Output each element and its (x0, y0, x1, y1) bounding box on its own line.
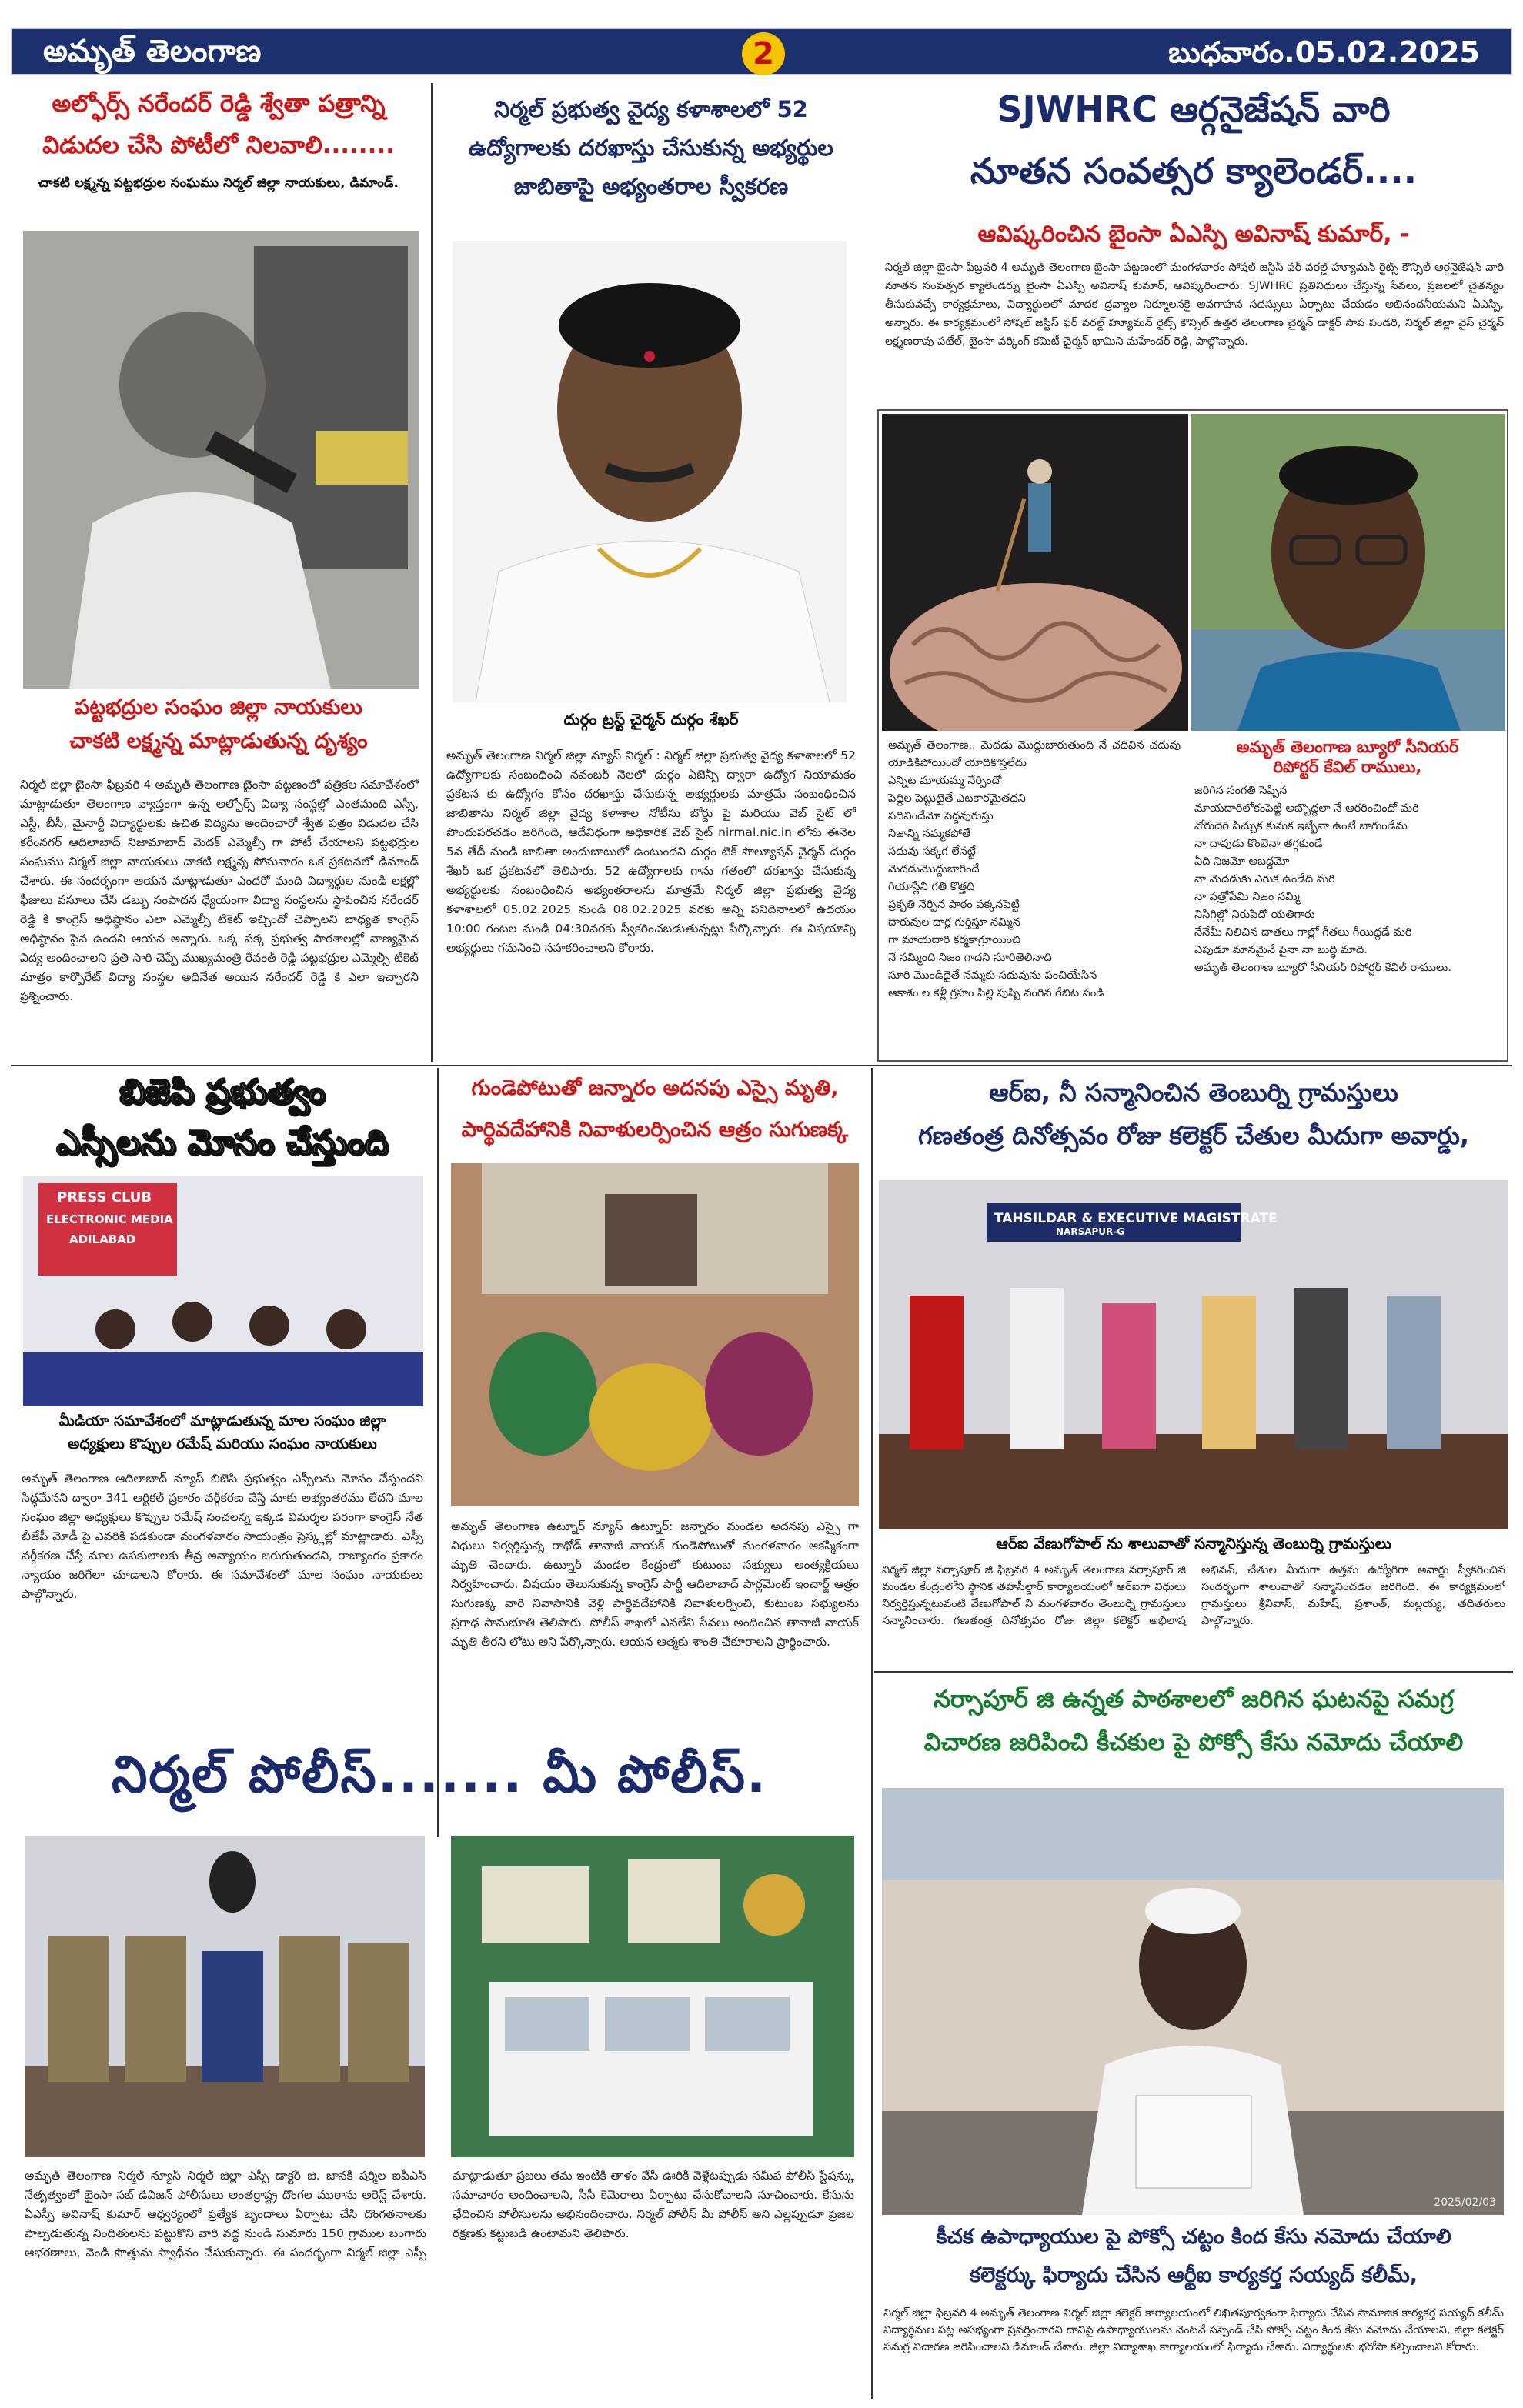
story-headline: విచారణ జరిపించి కీచకుల పై పోక్సో కేసు నమోదు చేయాలి (923, 1729, 1464, 1756)
story-body: నిర్మల్ జిల్లా నర్సాపూర్ జి ఫిబ్రవరి 4 అమృత్ తెలంగాణ నర్సాపూర్ జి మండల కేంద్రంలోని స్థానిక తహసీల్దార్ కార్యాలయంలో ఆర్ఐగా విధులు నిర్వర్తిస్తున్నటువంటి వేణుగోపాల్ ని మంగళవారం తెంబుర్ని గ్రామస్తులు సన్మానించారు. గణతంత్ర దినోత్సవం రోజు జిల్లా కలెక్టర్ అభిలాష అభినవ్, చేతుల మీదుగా ఉత్తమ ఉద్యోగిగా అవార్డు స్వీకరించిన సందర్భంగా శాలువాతో సన్మానించడం జరిగింది. ఈ కార్యక్రమంలో గ్రామస్తులు శ్రీనివాస్, మహేష్, ప్రశాంత్, మల్లయ్య, తదితరులు పాల్గొన్నారు. (882, 1564, 1505, 1627)
poem-byline: అమృత్ తెలంగాణ బ్యూరో సీనియర్ (1236, 738, 1459, 756)
story-sjwhrc-calendar (874, 83, 1513, 414)
column-divider (431, 83, 433, 1062)
poem-line: సూరి మొండిదైతే నమ్మకు సదువును పంచియేసిన (888, 969, 1097, 982)
story-body: నిర్మల్ జిల్లా ఫిబ్రవరి 4 అమృత్ తెలంగాణ నిర్మల్ జిల్లా కలెక్టర్ కార్యాలయంలో లిఖితపూర్వకంగా ఫిర్యాదు చేసిన సామాజిక కార్యకర్త సయ్యద్ కలీమ్ విద్యార్థినుల పట్ల అసభ్యంగా ప్రవర్తించారని దానిపై ఉపాధ్యాయులను వెంటనే సస్పెండ్ చేసి పోక్సో చట్టం కింద కేసు నమోదు చేయాలని, జిల్లా కలెక్టర్ సమగ్ర విచారణ జరిపించాలని డిమాండ్ చేశారు. జిల్లా విద్యాశాఖ కార్యాలయంలో ఫిర్యాదు చేశారు. విద్యార్థులకు భరోసా కల్పించాలని కోరారు. (883, 2307, 1504, 2353)
story-subhead: ఆవిష్కరించిన బైంసా ఏఎస్పి అవినాష్ కుమార్, - (977, 221, 1410, 248)
story-body: అమృత్ తెలంగాణ నిర్మల్ జిల్లా న్యూస్ నిర్మల్ : నిర్మల్ జిల్లా ప్రభుత్వ వైద్య కళాశాలలో 52 ఉద్యోగాలకు సంబంధించి నవంబర్ నెలలో దుర్గం ఏజెన్సీ ద్వారా ఉద్యోగ నియామకం ప్రకటన కు ఉద్యోగం కోసం దరఖాస్తు చేసుకున్న అభ్యర్థులకు మాత్రమే సంబంధించిన జాబితాను నిర్మల్ జిల్లా వైద్య కళాశాల నోటీసు బోర్డు పై మరియు వెబ్ సైట్ లో పొందుపరచడం జరిగింది, ఆదేవిధంగా అధికారిక వెబ్ సైట్ nirmal.nic.in లోను ఈనెల 5వ తేదీ నుండి జాబితా అందుబాటులో ఉంటుందని దుర్గం టెక్ సొల్యూషన్ చైర్మన్ దుర్గం శేఖర్ ఒక ప్రకటనలో తెలిపారు. 52 ఉద్యోగాలకు గాను గతంలో దరఖాస్తు చేసుకున్న అభ్యర్థులకు సంబంధించిన అభ్యంతరాలను మాత్రమే నిర్మల్ జిల్లా ప్రభుత్వ వైద్య కళాశాలలో 05.02.2025 నుండి 08.02.2025 వరకు అన్ని పనిదినాలలో ఉదయం 10:00 గంటల నుండి 04:30వరకు స్వీకరించబడుతున్నట్లు పేర్కొన్నారు. ఈ విషయాన్ని అభ్యర్థులు గమనించి సహకరించాలని కోరారు. (446, 749, 856, 955)
story-body: నిర్మల్ జిల్లా బైంసా ఫిబ్రవరి 4 అమృత్ తెలంగాణ బైంసా పట్టణంలో మంగళవారం సోషల్ జస్టిస్ ఫర్ వరల్డ్ హ్యూమన్ రైట్స్ కౌన్సిల్ ఆర్గనైజేషన్ వారి నూతన సంవత్సర క్యాలెండర్ను బైంసా ఏఎస్పి అవినాష్ కుమార్, ఆవిష్కరించారు. SJWHRC ప్రతినిధులు చేస్తున్న సేవలు, ప్రజలలో చైతన్యం తీసుకువచ్చే కార్యక్రమాలు, విద్యార్థులలో మాదక ద్రవ్యాల నిర్మూలనకై అవగాహన సదస్సులు ఏర్పాటు చేయడం అభినందనీయమని ఏఎస్పి, అన్నారు. ఈ కార్యక్రమంలో సోషల్ జస్టిస్ ఫర్ వరల్డ్ హ్యూమన్ రైట్స్ కౌన్సిల్ ఉత్తర తెలంగాణ చైర్మన్ డాక్టర్ సాప పండరి, నిర్మల్ జిల్లా వైస్ చైర్మన్ లక్ష్మణరావు పటేల్, బైంసా వర్కింగ్ కమిటీ చైర్మన్ భామిని మహేందర్ రెడ్డి, పాల్గొన్నారు. (885, 262, 1504, 348)
banner-text: ELECTRONIC MEDIA (46, 1212, 173, 1226)
story-headline: జాబితాపై అభ్యంతరాల స్వీకరణ (513, 173, 789, 199)
poem-line: గియాస్లేని గతి కొత్తది (888, 881, 975, 893)
story-headline: బిజెపి ప్రభుత్వం (119, 1072, 326, 1112)
photo-caption: కీచక ఉపాధ్యాయుల పై పోక్సో చట్టం కింద కేసు నమోదు చేయాలి (936, 2225, 1451, 2249)
poem-line: దారువుల దార్ల గుర్తిస్తూ నమ్మిన (888, 916, 1020, 929)
issue-date: బుధవారం.05.02.2025 (1168, 35, 1480, 69)
story-body: అమృత్ తెలంగాణ ఉట్నూర్ న్యూస్ ఉట్నూర్: జన్నారం మండల అదనపు ఎస్సై గా విధులు నిర్వర్తిస్తున్న రాథోడ్ తానాజీ నాయక్ గుండెపోటుతో మంగళవారం ఆకస్మికంగా మృతి చెందారు. ఉట్నూర్ మండల కేంద్రంలో కుటుంబ సభ్యులు అంత్యక్రియలు నిర్వహించారు. విషయం తెలుసుకున్న కాంగ్రెస్ పార్టీ ఆదిలాబాద్ పార్లమెంట్ ఇంచార్జ్ ఆత్రం సుగుణక్క వారి నివాసానికి వెళ్లి పార్థివదేహానికి నివాళులర్పించి, కుటుంబ సభ్యులను ప్రగాఢ సానుభూతి తెలిపారు. పోలీస్ శాఖలో ఎనలేని సేవలు అందించిన తానాజీ నాయక్ మృతి తీరని లోటు అని పేర్కొన్నారు. ఆయన ఆత్మకు శాంతి చేకూరాలని ప్రార్థించారు. (451, 1519, 859, 1649)
police-press-photo (25, 1836, 425, 2157)
story-bjp-sc (11, 1068, 434, 1837)
row-divider (11, 1065, 1512, 1066)
poem-line: మెదడుమొద్దుబారిందే (888, 863, 980, 875)
story-headline: విడుదల చేసి పోటీలో నిలవాలి........ (42, 132, 395, 159)
photo-caption: పట్టభద్రుల సంఘం జిల్లా నాయకులు (75, 695, 362, 719)
masthead (11, 28, 1512, 75)
poem-line: మాయదారిలోకంపెట్టి అబ్బొద్దలా నే ఆరరించిందో మరి (1194, 802, 1419, 815)
photo-caption: మీడియా సమావేశంలో మాట్లాడుతున్న మాల సంఘం జిల్లా (58, 1412, 386, 1429)
photo-caption: కలెక్టర్కు ఫిర్యాదు చేసిన ఆర్టీఐ కార్యకర్త సయ్యద్ కలీమ్, (969, 2263, 1418, 2287)
press-meet-photo (23, 1176, 423, 1406)
story-headline: నర్సాపూర్ జి ఉన్నత పాఠశాలలో జరిగిన ఘటనపై సమగ్ర (934, 1686, 1454, 1713)
banner-text: PRESS CLUB (57, 1189, 152, 1206)
portrait-photo (453, 241, 847, 702)
poem-line: నా పత్రోపేమి నిజం నమ్మి (1194, 890, 1300, 903)
mourning-photo (451, 1163, 859, 1506)
poem-line: జరిగిన సంగతి సెప్పిన (1194, 784, 1288, 797)
story-headline: పార్థివదేహానికి నివాళులర్పించిన ఆత్రం సుగుణక్క (461, 1118, 849, 1142)
reporter-photo (1191, 414, 1505, 731)
poem-line: నేనేమీ నిలిచిన దాతలు గాల్లో గీతలు గీయిద్దడే మరి (1194, 926, 1412, 939)
story-medical-college (436, 83, 867, 1076)
newspaper-title: అమృత్ తెలంగాణ (43, 34, 262, 69)
photo-timestamp: 2025/02/03 (1434, 2196, 1496, 2209)
story-headline: SJWHRC ఆర్గనైజేషన్ వారి (997, 88, 1391, 130)
story-headline: గుండెపోటుతో జన్నారం అదనపు ఎస్సై మృతి, (471, 1076, 839, 1100)
poem-line: గా మాయదారి కర్మకాగ్రూయించి (888, 934, 1021, 946)
poem-right-column (1194, 737, 1501, 977)
story-body: అమృత్ తెలంగాణ ఆదిలాబాద్ న్యూస్ బిజెపి ప్రభుత్వం ఎస్సీలను మోసం చేస్తుందని సిద్ధమేనని ద్వారా 341 ఆర్టికల్ ప్రకారం వర్గీకరణ చేస్తే మాకు అభ్యంతరము లేదని మాల సంఘం జిల్లా అధ్యక్షులు కొప్పుల రమేష్ సంచలన్న ఇక్కడ విమర్శల పరంగా కాంగ్రెస్ నేత బీజేపీ మోడీ పై ఎవరికి పడకుండా మంగళవారం సాయంత్రం ప్రెస్క్లబ్లో మాట్లాడారు. ఎస్సీ వర్గీకరణ చేస్తే మాల ఉపకులాలకు తీవ్ర అన్యాయం జరుగుతుందని, రాజ్యాంగం ప్రకారం న్యాయం జరిగేలా చూడాలని కోరారు. ఈ సమావేశంలో మాల సంఘం నాయకులు పాల్గొన్నారు. (22, 1472, 423, 1601)
poem-line: ఆకాశం ల కెళ్లీ గ్రహం పిల్లి పుష్పి వంగిన రేబిట సండి (888, 987, 1104, 999)
story-headline: ఉద్యోగాలకు దరఖాస్తు చేసుకున్న అభ్యర్థుల (469, 135, 833, 161)
story-body: నిర్మల్ జిల్లా బైంసా ఫిబ్రవరి 4 అమృత్ తెలంగాణ బైంసా పట్టణంలో పత్రికల సమావేశంలో మాట్లాడుతూ తెలంగాణ వ్యాప్తంగా ఉన్న అల్ఫోర్స్ విద్యా సంస్థల్లో ఎంతమంది ఎస్సీ, ఎస్టీ, బీసీ, మైనార్టీ విద్యార్థులకు ఉచిత విద్యను అందించారో శ్వేత పత్రం విడుదల చేసి కరీంనగర్ ఆదిలాబాద్ నిజామాబాద్ మెదక్ ఎమ్మెల్సీ గా పోటీ చేయాలని పట్టభద్రుల సంఘము నిర్మల్ జిల్లా నాయకులు చాకటి లక్ష్మన్న సోమవారం ఒక ప్రకటనలో డిమాండ్ చేశారు. ఈ సందర్భంగా ఆయన మాట్లాడుతూ ఎందరో మంది విద్యార్థుల నుండి లక్షల్లో ఫీజులు వసూలు చేసి డబ్బు సంపాదన ధ్యేయంగా విద్యా సంస్థలను స్థాపించిన నరేందర్ రెడ్డి కి కాంగ్రెస్ అధిష్ఠానం ఎలా ఎమ్మెల్సీ టికెట్ ఇచ్చిందో చెప్పాలని బాధ్యత కాంగ్రెస్ అధిష్ఠానం పైన ఉందని ఆయన అన్నారు. ఒక్క పక్క ప్రభుత్వ పాఠశాలల్లో నాణ్యమైన విద్య అందించాలని ప్రతి సారి చెప్పే ముఖ్యమంత్రి రేవంత్ రెడ్డి పట్టభద్రుల ఎమ్మెల్సీ టికెట్ మాత్రం కార్పొరేట్ విద్యా సంస్థల అధినేత అయిన నరేందర్ రెడ్డి కి ఎలా ఇచ్చారని ప్రశ్నించారు. (20, 778, 419, 1003)
story-body: అమృత్ తెలంగాణ నిర్మల్ న్యూస్ నిర్మల్ జిల్లా ఎస్పీ డాక్టర్ జి. జానకి షర్మిల ఐపీఎస్ నేతృత్వంలో బైంసా సబ్ డివిజన్ పోలీసులు అంతర్రాష్ట్ర దొంగల ముఠాను అరెస్ట్ చేశారు. ఏఎస్పీ అవినాష్ కుమార్ ఆధ్వర్యంలో ప్రత్యేక బృందాలు ఏర్పాటు చేసి దొంగతనాలకు పాల్పడుతున్న నిందితులను పట్టుకొని వారి వద్ద నుండి సుమారు 150 గ్రాముల బంగారు ఆభరణాలు, వెండి సొత్తును స్వాధీనం చేసుకున్నారు. ఈ సందర్భంగా నిర్మల్ జిల్లా ఎస్పీ మాట్లాడుతూ ప్రజలు తమ ఇంటికి తాళం వేసి ఊరికి వెళ్లేటప్పుడు సమీప పోలీస్ స్టేషన్కు సమాచారం అందించాలని, సీసీ కెమెరాలు ఏర్పాటు చేసుకోవాలని సూచించారు. కేసును ఛేదించిన పోలీసులను అభినందించారు. నిర్మల్ పోలీస్ మీ పోలీస్ అని ఎల్లప్పుడూ ప్రజల రక్షణకు కట్టుబడి ఉంటామని తెలిపారు. (25, 2169, 854, 2260)
poem-line: నా దావుడు కొంబెనా తగ్గకుండే (1194, 837, 1323, 850)
poem-byline-end: అమృత్ తెలంగాణ బ్యూరో సీనియర్ రిపోర్టర్ కేవిల్ రాములు. (1194, 961, 1451, 974)
poem-line: ప్రకృతి నేర్పిన పాఠం పక్కనపెట్టి (888, 899, 1020, 911)
poem-line: నిజాన్ని నమ్మకపోతే (888, 828, 971, 840)
story-headline: నిర్మల్ పోలీస్....... మీ పోలీస్. (111, 1745, 768, 1804)
poem-line: నోరుదెరి పిచ్చుక కునుక ఇబ్బేనా ఉంటే బాగుండేమ (1194, 819, 1408, 832)
poem-line: పెద్దిల పెట్టుటైతే ఎటకారమైతదని (888, 792, 1026, 805)
story-si-death (440, 1068, 870, 1837)
poem-intro: అమృత్ తెలంగాణ.. మెదడు మొద్దుబారుతుంది నే చదివిన చదువు యాడికిపోయిందో యాదికొస్తలేదు (888, 739, 1181, 769)
story-headline: గణతంత్ర దినోత్సవం రోజు కలెక్టర్ చేతుల మీదుగా అవార్డు, (917, 1121, 1470, 1150)
felicitation-photo (879, 1180, 1508, 1529)
poem-line: సదివిందేమో సెద్దవురుస్తు (888, 810, 994, 822)
story-nirmal-police (11, 1736, 868, 2402)
story-headline: నూతన సంవత్సర క్యాలెండర్.... (970, 150, 1418, 192)
poem-left-column (888, 737, 1181, 1002)
brain-illustration (882, 414, 1188, 731)
poem-line: సదువు సక్కగ లేనట్టే (888, 845, 976, 858)
story-headline: అల్ఫోర్స్ నరేందర్ రెడ్డి శ్వేతా పత్రాన్ని (52, 90, 386, 118)
story-headline: ఆర్ఐ, నీ సన్మానించిన తెంబుర్ని గ్రామస్తులు (989, 1078, 1398, 1107)
banner-text: ADILABAD (69, 1232, 136, 1246)
column-divider (871, 1068, 873, 2399)
poem-line: నా మెదడుకు ఎరుక ఉండేది మరి (1194, 872, 1335, 885)
poem-line: ఏది నిజమో అబద్దమో (1194, 855, 1290, 868)
story-headline: ఎస్సీలను మోసం చేస్తుంది (56, 1123, 389, 1162)
photo-caption: దుర్గం ట్రస్ట్ చైర్మన్ దుర్గం శేఖర్ (563, 710, 739, 729)
office-sign-text: NARSAPUR-G (1056, 1226, 1125, 1237)
row-divider (874, 1671, 1513, 1673)
photo-caption: చాకటి లక్ష్మన్న మాట్లాడుతున్న దృశ్యం (69, 729, 368, 753)
story-pocso-case (874, 1674, 1513, 2397)
poem-line: నే నమ్మింది నిజం గాదని సూరితెలినాది (888, 952, 1052, 964)
seized-items-photo (451, 1836, 854, 2157)
activist-photo (882, 1788, 1504, 2215)
page-number-badge: 2 (742, 32, 785, 75)
story-ri-felicitation (874, 1068, 1513, 1560)
story-headline: నిర్మల్ ప్రభుత్వ వైద్య కళాశాలలో 52 (494, 96, 808, 122)
news-photo-speaker (23, 231, 419, 689)
poem-line: ఎపుడూ మానమైనే పైనా నా బుద్ధి మాది. (1194, 943, 1368, 956)
poem-line: నిసిగిల్లో నిరుపేదో యతిగారు (1194, 908, 1315, 921)
poem-byline: రిపోర్టర్ కేవిల్ రాములు, (1273, 758, 1422, 777)
poem-line: ఎన్నిట మాయమ్మ నేర్పిందో (888, 775, 1002, 787)
photo-caption: అధ్యక్షులు కొప్పుల రమేష్ మరియు సంఘం నాయకులు (68, 1436, 377, 1452)
poem-box (877, 409, 1508, 1062)
story-subhead: చాకటి లక్ష్మన్న పట్టభద్రుల సంఘము నిర్మల్ జిల్లా నాయకులు, డిమాండ్. (38, 175, 399, 191)
office-sign-text: TAHSILDAR & EXECUTIVE MAGISTRATE (994, 1211, 1278, 1226)
photo-caption: ఆర్ఐ వేణుగోపాల్ ను శాలువాతో సన్మానిస్తున్న తెంబుర్ని గ్రామస్తులు (996, 1534, 1391, 1553)
story-alphores (11, 83, 426, 1076)
column-divider (437, 1068, 439, 1837)
